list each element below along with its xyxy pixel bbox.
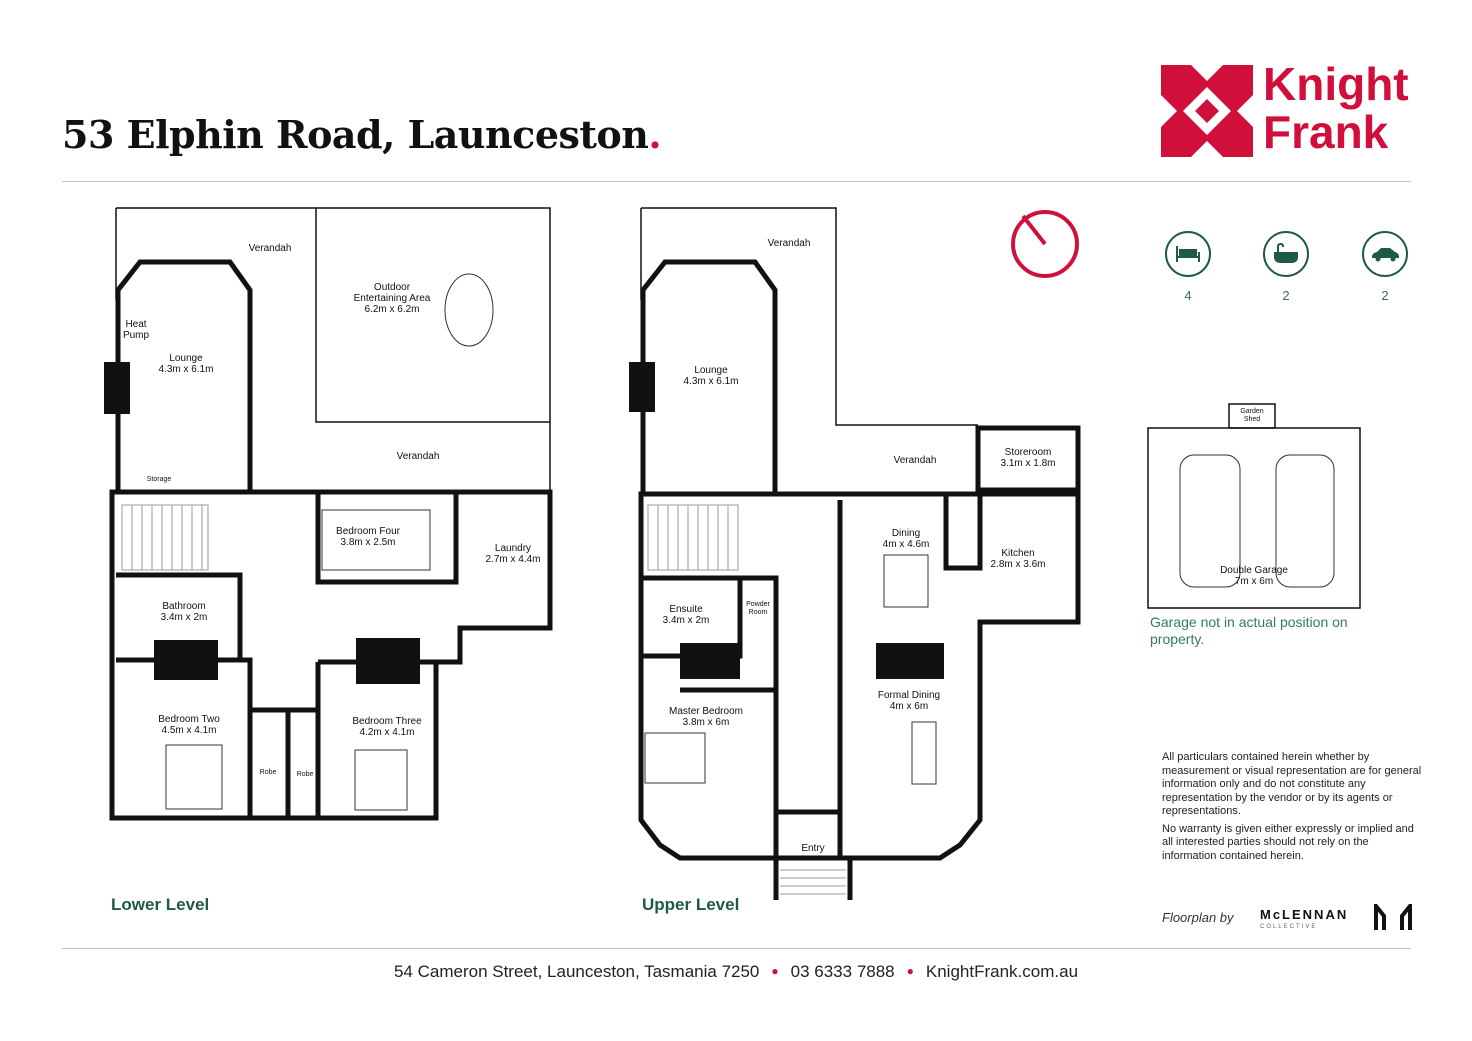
double-garage-label: Double Garage 7m x 6m bbox=[1220, 565, 1288, 587]
lower-level-label: Lower Level bbox=[111, 895, 210, 914]
lower-bedroom-four-label: Bedroom Four 3.8m x 2.5m bbox=[336, 526, 400, 548]
lower-robe-one-label: Robe bbox=[259, 769, 277, 776]
lower-bedroom-three-label: Bedroom Three 4.2m x 4.1m bbox=[352, 716, 422, 738]
footer-separator-icon: ● bbox=[906, 964, 914, 978]
upper-ensuite-label: Ensuite 3.4m x 2m bbox=[662, 604, 710, 626]
mclennan-monogram-icon bbox=[1374, 904, 1412, 932]
disclaimer bbox=[1162, 751, 1422, 863]
lower-verandah-mid-label: Verandah bbox=[396, 451, 440, 462]
upper-kitchen-label: Kitchen 2.8m x 3.6m bbox=[990, 548, 1046, 570]
lower-bathroom-label: Bathroom 3.4m x 2m bbox=[160, 601, 208, 623]
bathrooms-count: 2 bbox=[1282, 288, 1290, 303]
bath-icon bbox=[1263, 231, 1309, 277]
footer-contact bbox=[0, 962, 1472, 982]
bedrooms-count: 4 bbox=[1184, 288, 1192, 303]
mclennan-logo-text: McLENNAN bbox=[1260, 907, 1349, 922]
bed-icon bbox=[1165, 231, 1211, 277]
upper-dining-label: Dining 4m x 4.6m bbox=[882, 528, 930, 550]
parking-count: 2 bbox=[1381, 288, 1389, 303]
footer-separator-icon: ● bbox=[771, 964, 779, 978]
upper-entry-label: Entry bbox=[801, 843, 825, 854]
lower-storage-label: Storage bbox=[146, 476, 172, 483]
disclaimer-paragraph-two: No warranty is given either expressly or implied and all interested parties should not rely on the information contained herein. bbox=[1162, 822, 1414, 862]
footer-address: 54 Cameron Street, Launceston, Tasmania 7250 bbox=[393, 962, 760, 981]
page-title: 53 Elphin Road, Launceston. bbox=[62, 112, 662, 157]
floorplan-by-label: Floorplan by bbox=[1162, 910, 1234, 925]
upper-lounge-label: Lounge 4.3m x 6.1m bbox=[683, 365, 739, 387]
lower-verandah-top-label: Verandah bbox=[248, 243, 292, 254]
upper-verandah-top-label: Verandah bbox=[767, 238, 811, 249]
garage-note: Garage not in actual position on property. bbox=[1150, 614, 1348, 647]
car-icon bbox=[1362, 231, 1408, 277]
garden-shed-label: Garden Shed bbox=[1240, 408, 1264, 423]
lower-outdoor-label: Outdoor Entertaining Area 6.2m x 6.2m bbox=[353, 282, 431, 315]
upper-powder-room-label: Powder Room bbox=[746, 601, 770, 616]
upper-verandah-mid-label: Verandah bbox=[893, 455, 937, 466]
upper-level-label: Upper Level bbox=[642, 895, 740, 914]
disclaimer-paragraph-one: All particulars contained herein whether by measurement or visual representation are for general information only and do not constitute any representation by the vendor or by its agents or representations. bbox=[1162, 751, 1422, 817]
lower-bedroom-two-label: Bedroom Two 4.5m x 4.1m bbox=[158, 714, 220, 736]
upper-formal-dining-label: Formal Dining 4m x 6m bbox=[877, 690, 941, 712]
lower-heat-pump-label: Heat Pump bbox=[122, 319, 150, 341]
upper-master-bedroom-label: Master Bedroom 3.8m x 6m bbox=[669, 706, 743, 728]
lower-robe-two-label: Robe bbox=[296, 771, 314, 778]
upper-storeroom-label: Storeroom 3.1m x 1.8m bbox=[1000, 447, 1056, 469]
footer-website[interactable]: KnightFrank.com.au bbox=[925, 962, 1079, 981]
mclennan-logo-subtext: COLLECTIVE bbox=[1260, 924, 1318, 930]
footer-phone[interactable]: 03 6333 7888 bbox=[790, 962, 895, 981]
lower-lounge-label: Lounge 4.3m x 6.1m bbox=[158, 353, 214, 375]
lower-laundry-label: Laundry 2.7m x 4.4m bbox=[485, 543, 541, 565]
brand-name: Knight Frank bbox=[1263, 58, 1409, 158]
